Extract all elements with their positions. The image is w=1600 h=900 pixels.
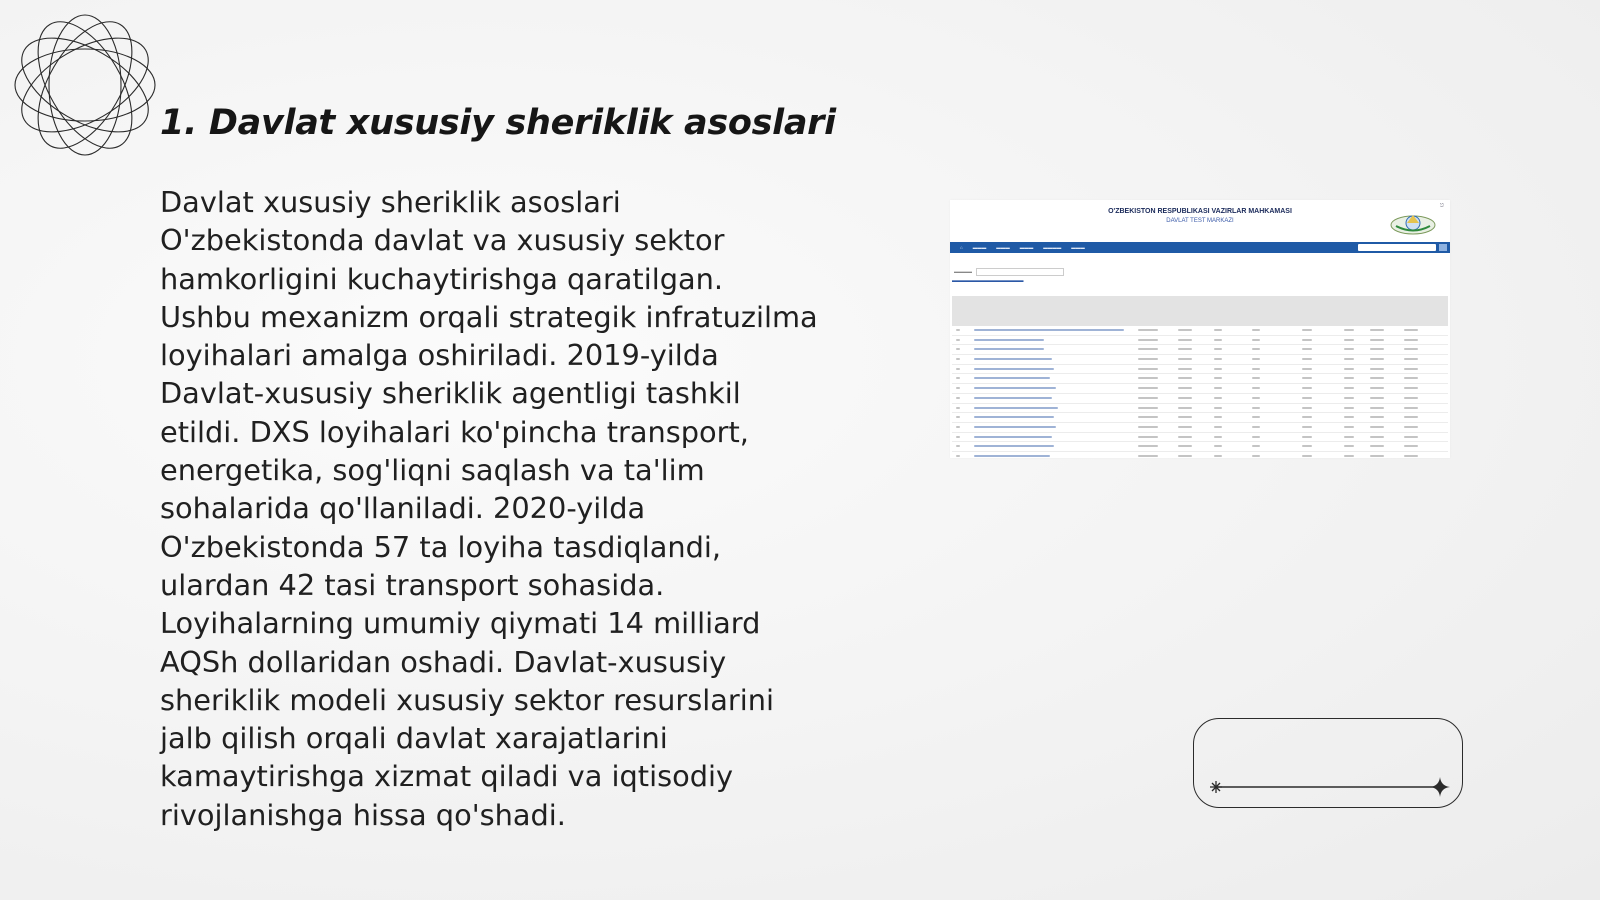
table-row <box>952 433 1448 443</box>
table-row <box>952 355 1448 365</box>
screenshot-caption: ▬▬▬▬▬▬▬▬▬▬▬▬▬ <box>952 278 1024 284</box>
screenshot-filter <box>954 267 1450 276</box>
table-row <box>952 336 1448 346</box>
screenshot-search-button <box>1439 244 1447 251</box>
rosette-ornament-icon <box>10 10 160 160</box>
logout-icon: ⎋ <box>1440 203 1444 209</box>
table-row <box>952 394 1448 404</box>
decorative-frame <box>1193 718 1463 808</box>
screenshot-header-subtitle: DAVLAT TEST MARKAZI <box>1166 218 1234 224</box>
screenshot-header-title: O'ZBEKISTON RESPUBLIKASI VAZIRLAR MAHKAMASI <box>1108 208 1292 215</box>
table-row <box>952 452 1448 458</box>
embedded-screenshot <box>950 200 1450 458</box>
decorative-line-icon <box>1194 719 1464 809</box>
screenshot-table-header <box>952 296 1448 326</box>
screenshot-search-input <box>1358 244 1436 251</box>
nav-home-icon: ⌂ <box>960 245 963 250</box>
nav-item-placeholder: ▬▬▬ <box>996 245 1010 250</box>
screenshot-header <box>950 200 1450 242</box>
slide-body-text: Davlat xususiy sheriklik asoslari O'zbekistonda davlat va xususiy sektor hamkorligini kuchaytirishga qaratilgan. Ushbu mexanizm orqali strategik infratuzilma loyihalari amalga oshiriladi. 2019-yilda Davlat-xususiy sheriklik agentligi tashkil etildi. DXS loyihalari ko'pincha transport, energetika, sog'liqni saqlash va ta'lim sohalarida qo'llaniladi. 2020-yilda O'zbekistonda 57 ta loyiha tasdiqlandi, ulardan 42 tasi transport sohasida. Loyihalarning umumiy qiymati 14 milliard AQSh dollaridan oshadi. Davlat-xususiy sheriklik modeli xususiy sektor resurslarini jalb qilish orqali davlat xarajatlarini kamaytirishga xizmat qiladi va iqtisodiy rivojlanishga hissa qo'shadi. <box>160 185 818 832</box>
table-row <box>952 374 1448 384</box>
nav-item-placeholder: ▬▬▬▬ <box>1043 245 1062 250</box>
nav-item-placeholder: ▬▬▬ <box>1071 245 1085 250</box>
screenshot-table <box>952 296 1448 458</box>
state-emblem-icon <box>1388 210 1438 236</box>
table-row <box>952 404 1448 414</box>
filter-select <box>976 268 1064 276</box>
nav-item-placeholder: ▬▬▬ <box>1019 245 1034 250</box>
slide-title: 1. Davlat xususiy sheriklik asoslari <box>160 103 836 143</box>
filter-label: ▬▬▬▬ <box>954 269 972 274</box>
table-row <box>952 345 1448 355</box>
table-row <box>952 413 1448 423</box>
table-row <box>952 365 1448 375</box>
nav-item-placeholder: ▬▬▬ <box>972 245 987 250</box>
screenshot-navbar <box>950 242 1450 253</box>
table-row <box>952 442 1448 452</box>
table-row <box>952 423 1448 433</box>
table-row <box>952 384 1448 394</box>
table-row <box>952 326 1448 336</box>
